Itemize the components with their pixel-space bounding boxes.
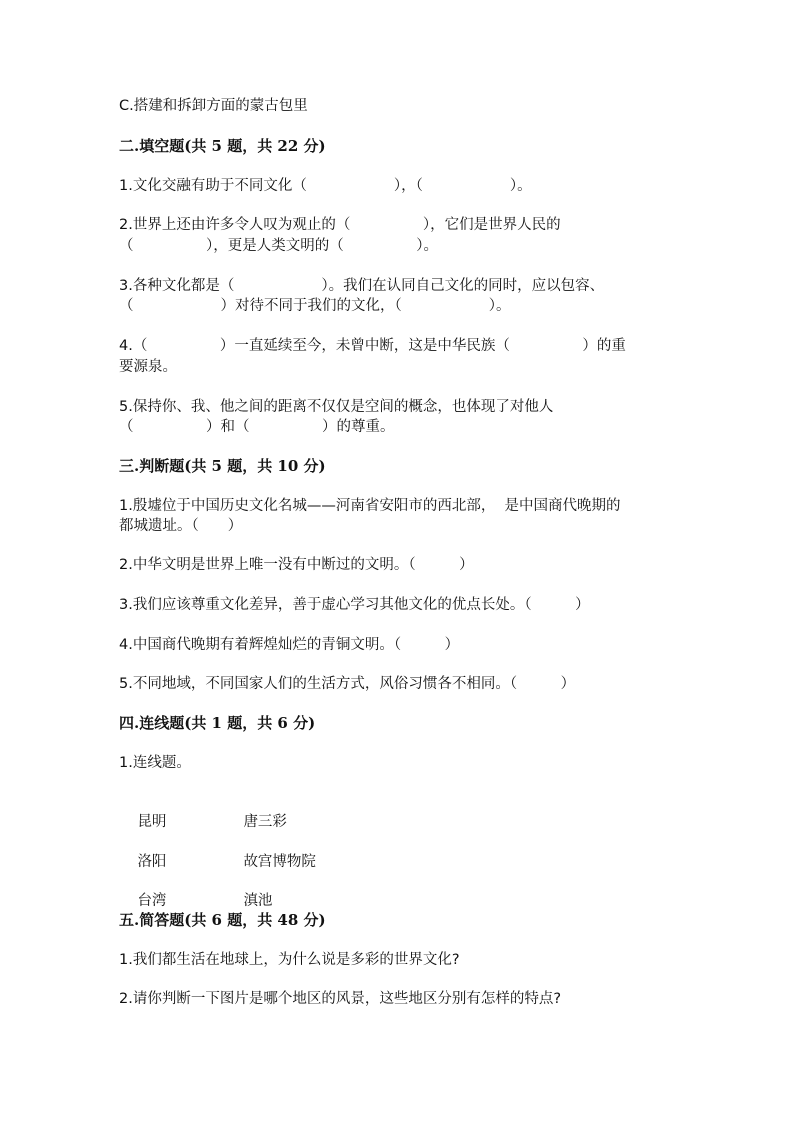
section-fill-heading: 二.填空题(共 5 题，共 22 分) [119,137,326,155]
match-right-item: 唐三彩 [243,814,287,830]
fill-question-5-line-1: 5.保持你、我、他之间的距离不仅仅是空间的概念，也体现了对他人 [119,399,554,415]
match-right-item: 滇池 [243,893,273,909]
option-c: C.搭建和拆卸方面的蒙古包里 [119,98,308,114]
section-short-heading: 五.简答题(共 6 题，共 48 分) [119,911,326,929]
judge-question-1-line-2: 都城遗址。（ ） [119,518,243,534]
short-question-1: 1.我们都生活在地球上，为什么说是多彩的世界文化? [119,952,460,968]
match-left-item: 昆明 [137,814,167,830]
judge-question-2: 2.中华文明是世界上唯一没有中断过的文明。（ ） [119,557,474,573]
match-right-item: 故宫博物院 [243,854,316,870]
fill-question-4-line-2: 要源泉。 [119,359,177,375]
judge-question-4: 4.中国商代晚期有着辉煌灿烂的青铜文明。（ ） [119,637,460,653]
fill-question-2-line-1: 2.世界上还由许多令人叹为观止的（ ），它们是世界人民的 [119,217,561,233]
fill-question-2-line-2: （ ），更是人类文明的（ ）。 [119,238,438,254]
judge-question-3: 3.我们应该尊重文化差异，善于虚心学习其他文化的优点长处。（ ） [119,597,590,613]
short-question-2: 2.请你判断一下图片是哪个地区的风景，这些地区分别有怎样的特点? [119,991,562,1007]
fill-question-3-line-1: 3.各种文化都是（ ）。我们在认同自己文化的同时，应以包容、 [119,278,605,294]
fill-question-3-line-2: （ ）对待不同于我们的文化，（ ）。 [119,298,511,314]
section-match-heading: 四.连线题(共 1 题，共 6 分) [119,714,316,732]
section-judge-heading: 三.判断题(共 5 题，共 10 分) [119,457,326,475]
fill-question-1: 1.文化交融有助于不同文化（ ），（ ）。 [119,178,532,194]
judge-question-5: 5.不同地域，不同国家人们的生活方式，风俗习惯各不相同。（ ） [119,676,576,692]
match-left-item: 台湾 [137,893,167,909]
fill-question-4-line-1: 4.（ ）一直延续至今，未曾中断，这是中华民族（ ）的重 [119,338,626,354]
match-question-1: 1.连线题。 [119,755,191,771]
match-left-item: 洛阳 [137,854,167,870]
judge-question-1-line-1: 1.殷墟位于中国历史文化名城——河南省安阳市的西北部， 是中国商代晚期的 [119,498,621,514]
fill-question-5-line-2: （ ）和（ ）的尊重。 [119,419,395,435]
